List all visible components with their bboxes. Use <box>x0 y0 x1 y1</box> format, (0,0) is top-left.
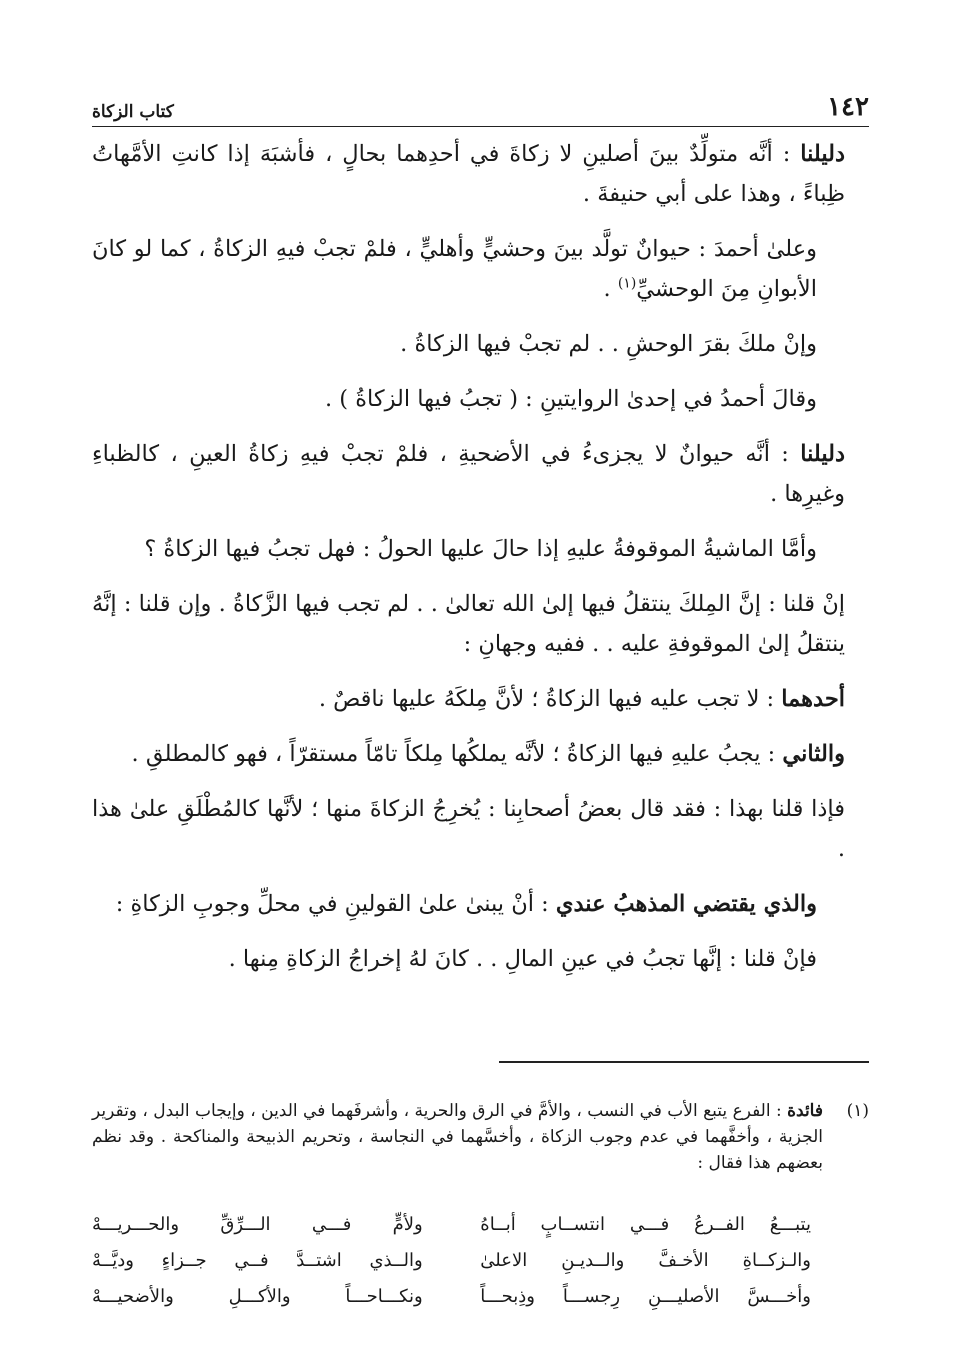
paragraph <box>92 884 845 924</box>
paragraph <box>92 324 845 364</box>
verse-first-half: وأخـــسَّ الأصليـــنِ رِجســـاً وذِبحـــاً <box>480 1285 811 1307</box>
main-text <box>92 134 845 994</box>
verse-second-half: ولأمٍّ فـــي الـــرِّقِّ والحـــريـــهْ <box>92 1213 423 1235</box>
poem <box>92 1206 811 1314</box>
footnote-separator <box>499 1061 869 1063</box>
verse-second-half: والــذي اشتــدَّ فــي جــزاءٍ وديَّــهْ <box>92 1249 423 1271</box>
footnote-marker[interactable]: (١) <box>617 275 637 292</box>
paragraph-text: فإذا قلنا بهذا : فقد قال بعضُ أصحابِنا : يُخرِجُ الزكاةَ منها ؛ لأنَّها كالمُطْلَقِ علىٰ هذا . <box>92 796 845 862</box>
footnotes <box>92 1098 869 1176</box>
paragraph-text: : أنْ يبنىٰ علىٰ القولينِ في محلِّ وجوبِ الزكاةِ : <box>115 891 556 917</box>
paragraph-text: : لا تجب عليه فيها الزكاةُ ؛ لأنَّ مِلكَهُ عليها ناقصٌ . <box>318 686 782 712</box>
paragraph-lead: أحدهما <box>781 686 845 712</box>
paragraph <box>92 584 845 664</box>
paragraph-lead: دليلنا <box>800 141 845 167</box>
footnote-label: فائدة <box>787 1101 823 1121</box>
paragraph-text: وإنْ ملكَ بقرَ الوحشِ . . لم تجبْ فيها الزكاةُ . <box>400 331 817 357</box>
paragraph-text: : أنَّه حيوانٌ لا يجزىءُ في الأضحيةِ ، فلمْ تجبْ فيهِ زكاةُ العينِ ، كالظباءِ وغيرِها . <box>92 441 845 507</box>
paragraph-lead: دليلنا <box>800 441 845 467</box>
paragraph-text: إنْ قلنا : إنَّ المِلكَ ينتقلُ فيها إلىٰ الله تعالىٰ . . لم تجب فيها الزَّكاةُ . وإن قلنا : إنَّهُ ينتقلُ إلىٰ الموقوفةِ عليه . . ففيه وجهانِ : <box>92 591 845 657</box>
paragraph <box>92 734 845 774</box>
page-number: ١٤٢ <box>827 92 869 122</box>
poem-verse <box>92 1278 811 1314</box>
paragraph-text: وقالَ أحمدُ في إحدىٰ الروايتينِ : ( تجبُ فيها الزكاةُ ) . <box>325 386 817 412</box>
page-header <box>92 84 869 127</box>
paragraph-text: وعلىٰ أحمدَ : حيوانٌ تولَّد بينَ وحشيٍّ وأهليٍّ ، فلمْ تجبْ فيهِ الزكاةُ ، كما لو كانَ الأبوانِ مِنَ الوحشيِّ <box>92 236 817 302</box>
paragraph-lead: والثاني <box>782 741 845 767</box>
paragraph <box>92 939 845 979</box>
paragraph <box>92 789 845 869</box>
verse-second-half: ونكـــاحـــاً والأكـــلِ والأضحيـــهْ <box>92 1285 423 1307</box>
footnote-text <box>92 1098 823 1176</box>
paragraph <box>92 434 845 514</box>
poem-verse <box>92 1206 811 1242</box>
paragraph-text: : أنَّه متولِّدٌ بينَ أصلينِ لا زكاةَ في أحدِهما بحالٍ ، فأشبَهَ إذا كانتِ الأمَّهاتُ ظِباءً ، وهذا على أبي حنيفةَ . <box>92 141 845 207</box>
paragraph-lead: والذي يقتضي المذهبُ عندي <box>555 891 817 917</box>
paragraph-tail: . <box>603 276 618 302</box>
paragraph-text: فإنْ قلنا : إنَّها تجبُ في عينِ المالِ . . كانَ لهُ إخراجُ الزكاةِ مِنها . <box>228 946 817 972</box>
book-title: كتاب الزكاة <box>92 102 174 122</box>
paragraph-text: : يجبُ عليهِ فيها الزكاةُ ؛ لأنَّه يملكُها مِلكاً تامّاً مستقرّاً ، فهو كالمطلقِ . <box>131 741 783 767</box>
paragraph <box>92 229 845 309</box>
verse-first-half: والـزكــاةِ الأخـفَّ والــديـنِ الاعلىٰ <box>480 1249 811 1271</box>
paragraph <box>92 529 845 569</box>
footnote <box>92 1098 869 1176</box>
paragraph <box>92 134 845 214</box>
footnote-number: (١) <box>846 1101 869 1121</box>
verse-first-half: يتبـــعُ الفــرعُ فـــي انتســابٍ أبــاهُ <box>480 1213 811 1235</box>
poem-verse <box>92 1242 811 1278</box>
paragraph-text: وأمَّا الماشيةُ الموقوفةُ عليهِ إذا حالَ عليها الحولُ : فهل تجبُ فيها الزكاةُ ؟ <box>144 536 817 562</box>
paragraph <box>92 679 845 719</box>
paragraph <box>92 379 845 419</box>
footnote-body: : الفرع يتبع الأب في النسب ، والأمَّ في الرق والحرية ، وأشرفَهما في الدين ، وإيجاب البدل ، وتقرير الجزية ، وأخفَّهما في عدم وجوب الزكاة ، وأخسَّهما في النجاسة ، وتحريم الذبيحة والمناكحة . وقد نظم بعضهم هذا فقال : <box>91 1101 823 1173</box>
